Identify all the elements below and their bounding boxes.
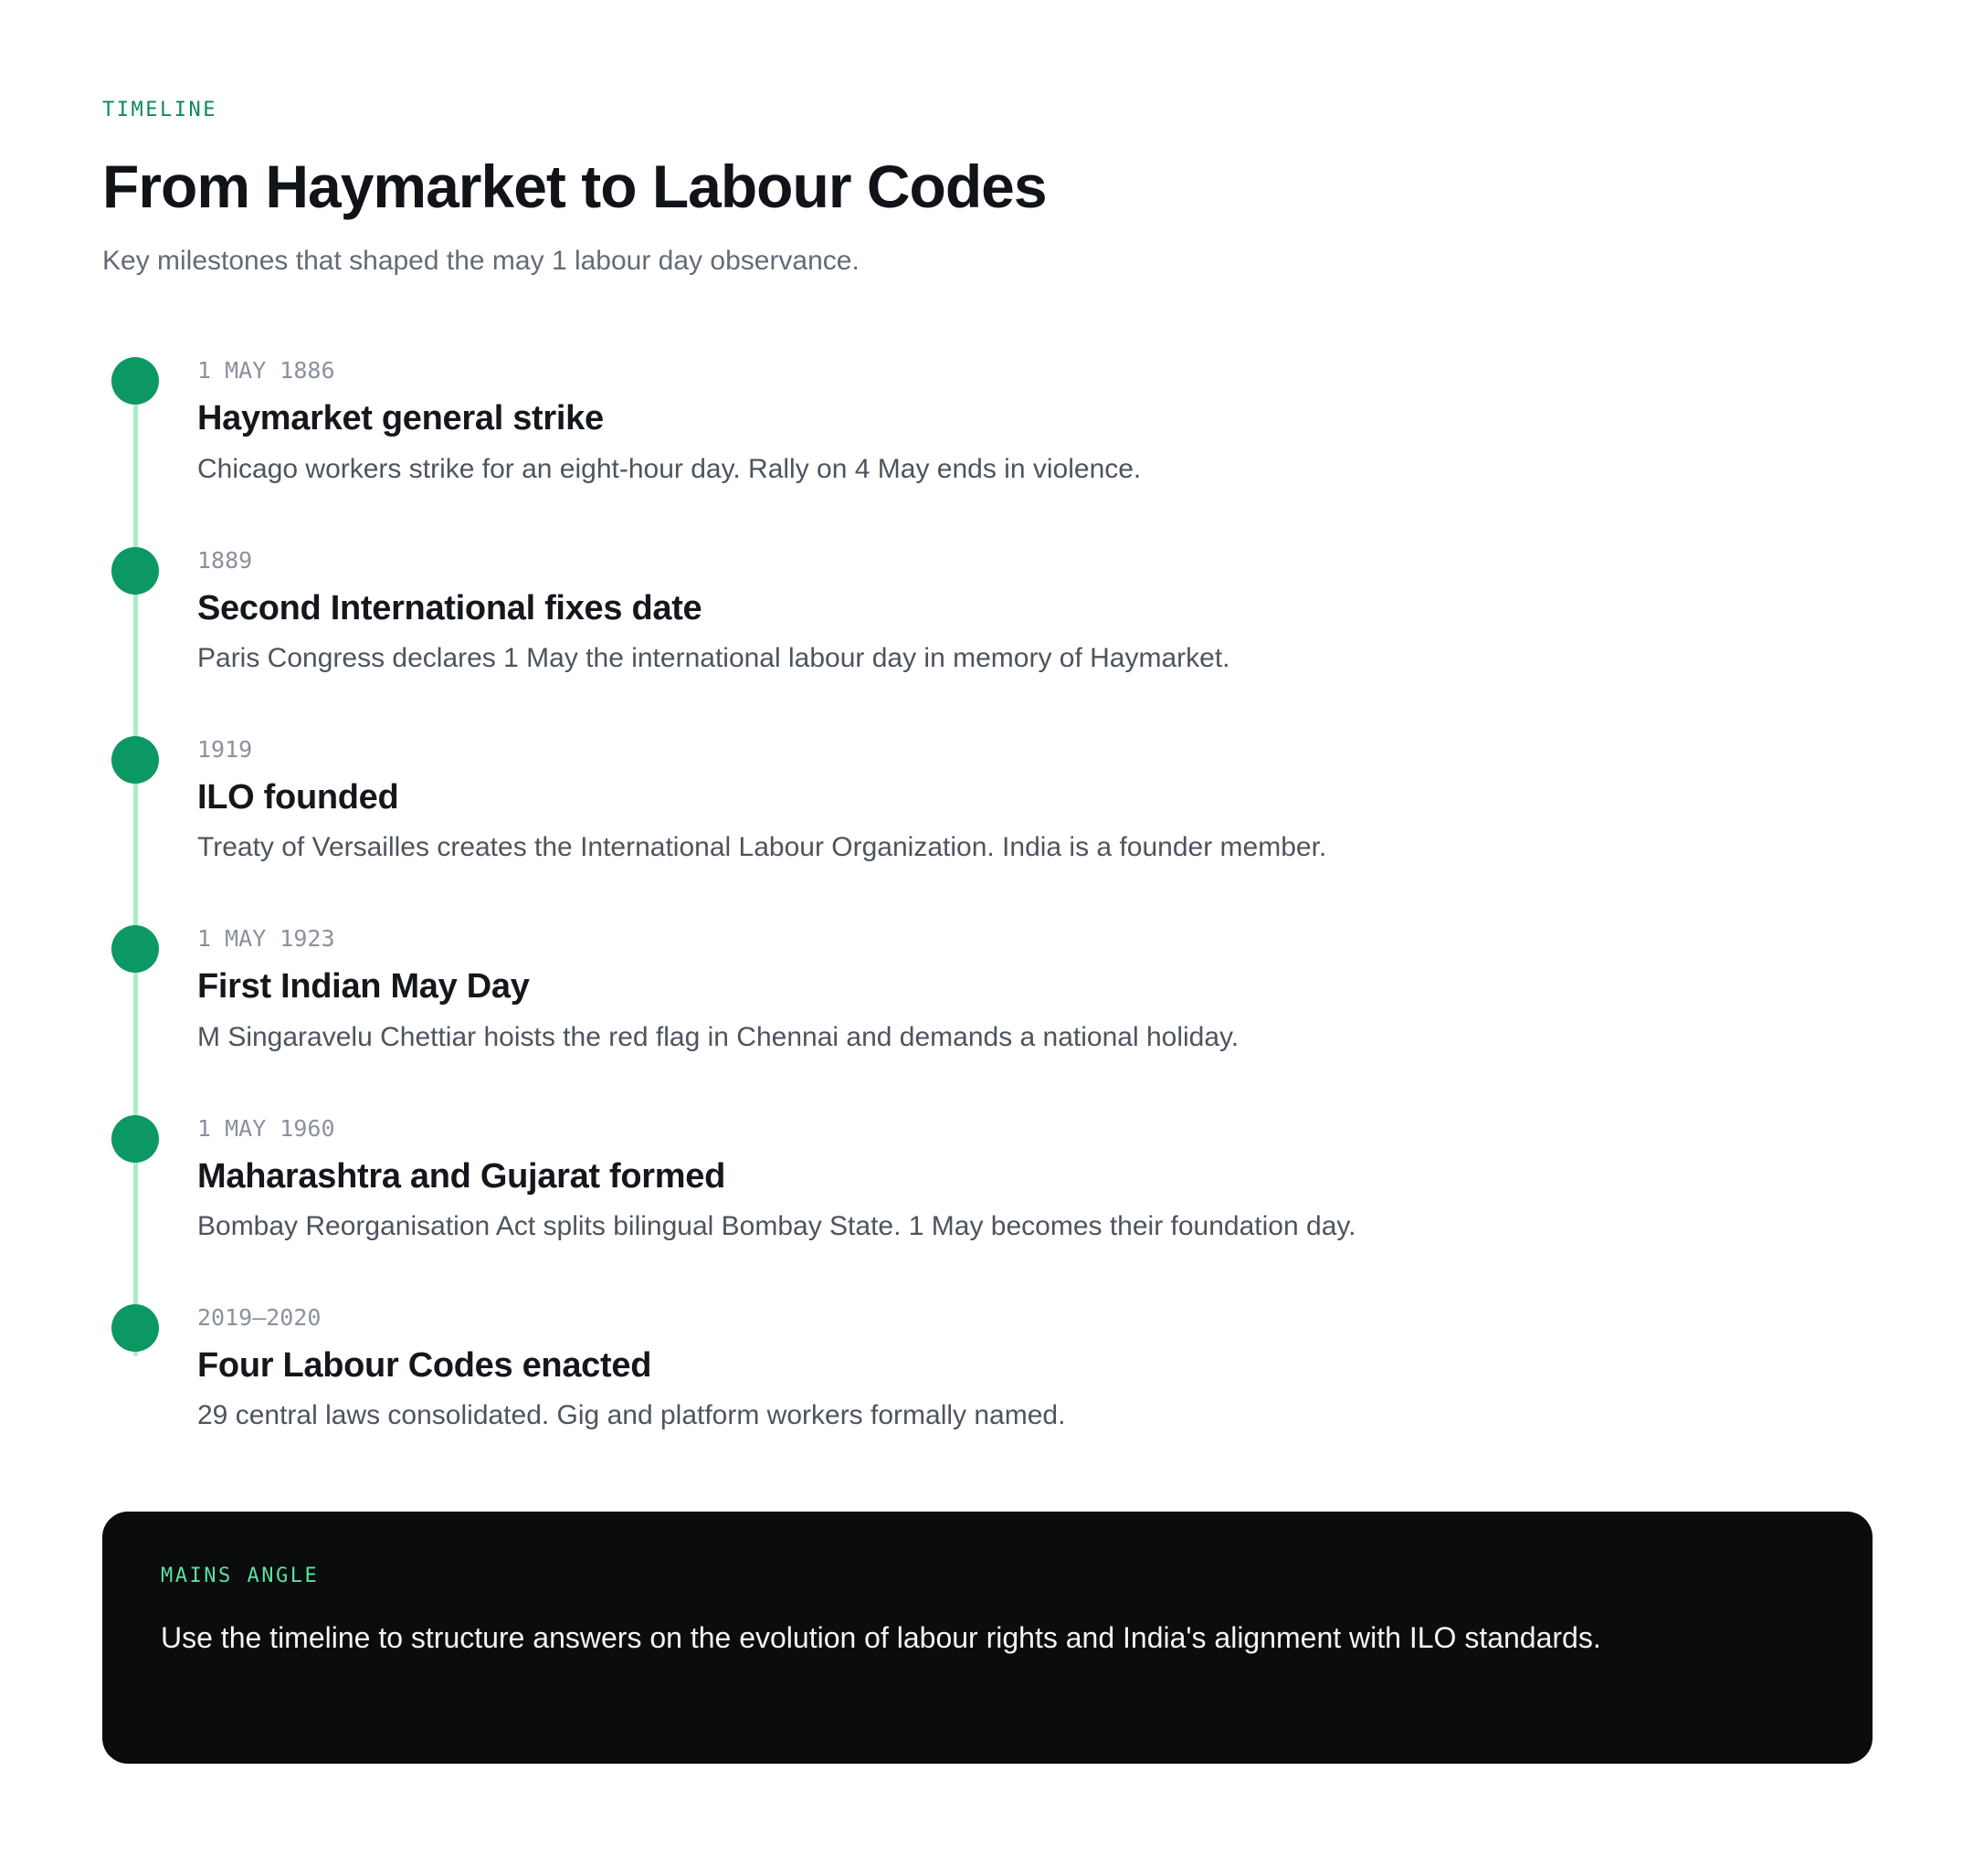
timeline-item-title: Maharashtra and Gujarat formed (197, 1156, 726, 1196)
timeline-item (102, 357, 1873, 546)
timeline-dot-icon (111, 357, 159, 405)
timeline-item-description: Chicago workers strike for an eight-hour day. Rally on 4 May ends in violence. (197, 453, 1142, 484)
timeline-item-date: 1 MAY 1923 (197, 925, 335, 953)
timeline-dot-icon (111, 925, 159, 973)
timeline-item-description: Treaty of Versailles creates the International Labour Organization. India is a founder member. (197, 832, 1327, 863)
mains-angle-callout (102, 1512, 1873, 1764)
timeline (102, 357, 1873, 1433)
timeline-item-date: 2019–2020 (197, 1304, 322, 1332)
timeline-item-title: Second International fixes date (197, 588, 702, 627)
page-title: From Haymarket to Labour Codes (102, 153, 1047, 221)
timeline-item-title: Haymarket general strike (197, 399, 604, 438)
timeline-dot-icon (111, 736, 159, 784)
timeline-item-description: M Singaravelu Chettiar hoists the red flag in Chennai and demands a national holiday. (197, 1021, 1240, 1052)
timeline-item (102, 1304, 1873, 1433)
timeline-item-description: Bombay Reorganisation Act splits bilingual Bombay State. 1 May becomes their foundation day. (197, 1211, 1356, 1242)
timeline-dot-icon (111, 1115, 159, 1163)
timeline-item-date: 1 MAY 1886 (197, 357, 335, 385)
timeline-item-date: 1 MAY 1960 (197, 1114, 335, 1142)
timeline-item-description: Paris Congress declares 1 May the international labour day in memory of Haymarket. (197, 643, 1230, 674)
page-eyebrow: TIMELINE (102, 99, 217, 121)
timeline-item (102, 1115, 1873, 1304)
timeline-item (102, 736, 1873, 925)
timeline-item (102, 547, 1873, 736)
page-subtitle: Key milestones that shaped the may 1 labour day observance. (102, 246, 860, 277)
timeline-item (102, 925, 1873, 1114)
timeline-item-title: Four Labour Codes enacted (197, 1346, 652, 1386)
callout-text: Use the timeline to structure answers on the evolution of labour rights and India's alignment with ILO standards. (161, 1620, 1601, 1654)
timeline-item-date: 1889 (197, 546, 253, 574)
timeline-item-title: First Indian May Day (197, 967, 530, 1007)
timeline-dot-icon (111, 1304, 159, 1352)
callout-label: MAINS ANGLE (161, 1565, 320, 1588)
timeline-item-description: 29 central laws consolidated. Gig and platform workers formally named. (197, 1400, 1066, 1431)
timeline-dot-icon (111, 547, 159, 595)
timeline-item-title: ILO founded (197, 778, 399, 817)
timeline-item-date: 1919 (197, 736, 253, 764)
